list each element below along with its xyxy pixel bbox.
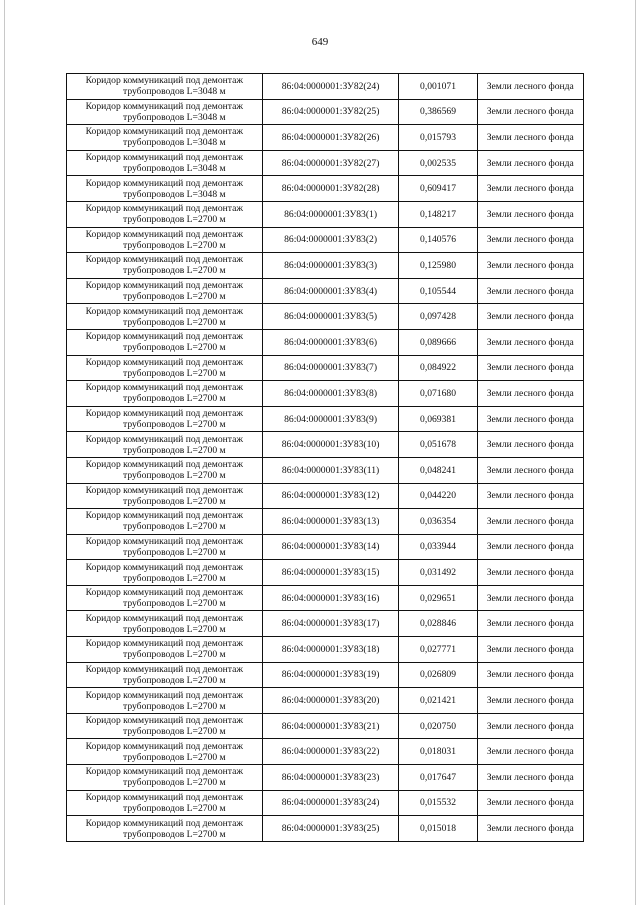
- cadastral-number-cell: 86:04:0000001:ЗУ83(17): [262, 611, 399, 637]
- cadastral-number-cell: 86:04:0000001:ЗУ83(20): [262, 688, 399, 714]
- table-row: [67, 739, 584, 765]
- object-name-line1: Коридор коммуникаций под демонтаж: [85, 766, 243, 778]
- object-name-cell: [67, 99, 263, 125]
- table-row: [67, 585, 584, 611]
- object-name-cell: [67, 483, 263, 509]
- object-name-line2: трубопроводов L=2700 м: [123, 214, 226, 226]
- table-row: [67, 381, 584, 407]
- cadastral-number-cell: 86:04:0000001:ЗУ83(24): [262, 790, 399, 816]
- object-name-cell: [67, 125, 263, 151]
- object-name-line1: Коридор коммуникаций под демонтаж: [85, 817, 243, 829]
- cadastral-number-cell: 86:04:0000001:ЗУ83(21): [262, 713, 399, 739]
- area-cell: 0,015793: [399, 125, 477, 151]
- land-category-cell: Земли лесного фонда: [477, 355, 583, 381]
- land-category-cell: Земли лесного фонда: [477, 176, 583, 202]
- object-name-cell: [67, 534, 263, 560]
- area-cell: 0,017647: [399, 765, 477, 791]
- object-name-line2: трубопроводов L=2700 м: [123, 393, 226, 405]
- cadastral-number-cell: 86:04:0000001:ЗУ83(10): [262, 432, 399, 458]
- cadastral-number-cell: 86:04:0000001:ЗУ83(16): [262, 585, 399, 611]
- land-category-cell: Земли лесного фонда: [477, 150, 583, 176]
- land-category-cell: Земли лесного фонда: [477, 816, 583, 842]
- land-category-cell: Земли лесного фонда: [477, 534, 583, 560]
- cadastral-number-cell: 86:04:0000001:ЗУ83(12): [262, 483, 399, 509]
- object-name-cell: [67, 406, 263, 432]
- object-name-cell: [67, 74, 263, 100]
- object-name-line2: трубопроводов L=2700 м: [123, 342, 226, 354]
- cadastral-number-cell: 86:04:0000001:ЗУ83(8): [262, 381, 399, 407]
- table-row: [67, 713, 584, 739]
- object-name-line2: трубопроводов L=3048 м: [123, 86, 226, 98]
- object-name-line2: трубопроводов L=2700 м: [123, 828, 226, 840]
- table-row: [67, 457, 584, 483]
- object-name-line2: трубопроводов L=3048 м: [123, 111, 226, 123]
- table-row: [67, 483, 584, 509]
- area-cell: 0,140576: [399, 227, 477, 253]
- land-category-cell: Земли лесного фонда: [477, 637, 583, 663]
- object-name-cell: [67, 432, 263, 458]
- area-cell: 0,089666: [399, 329, 477, 355]
- area-cell: 0,027771: [399, 637, 477, 663]
- table-row: [67, 688, 584, 714]
- object-name-cell: [67, 304, 263, 330]
- object-name-cell: [67, 355, 263, 381]
- cadastral-number-cell: 86:04:0000001:ЗУ83(1): [262, 201, 399, 227]
- land-category-cell: Земли лесного фонда: [477, 99, 583, 125]
- object-name-cell: [67, 329, 263, 355]
- object-name-cell: [67, 765, 263, 791]
- object-name-line1: Коридор коммуникаций под демонтаж: [85, 484, 243, 496]
- object-name-cell: [67, 509, 263, 535]
- cadastral-number-cell: 86:04:0000001:ЗУ83(13): [262, 509, 399, 535]
- object-name-cell: [67, 227, 263, 253]
- object-name-line1: Коридор коммуникаций под демонтаж: [85, 126, 243, 138]
- object-name-line1: Коридор коммуникаций под демонтаж: [85, 305, 243, 317]
- object-name-line1: Коридор коммуникаций под демонтаж: [85, 254, 243, 266]
- object-name-cell: [67, 278, 263, 304]
- area-cell: 0,015532: [399, 790, 477, 816]
- table-row: [67, 816, 584, 842]
- land-category-cell: Земли лесного фонда: [477, 125, 583, 151]
- area-cell: 0,015018: [399, 816, 477, 842]
- object-name-cell: [67, 816, 263, 842]
- area-cell: 0,036354: [399, 509, 477, 535]
- land-plots-table: [66, 73, 584, 842]
- object-name-line1: Коридор коммуникаций под демонтаж: [85, 100, 243, 112]
- area-cell: 0,125980: [399, 253, 477, 279]
- table-row: [67, 662, 584, 688]
- land-category-cell: Земли лесного фонда: [477, 329, 583, 355]
- area-cell: 0,609417: [399, 176, 477, 202]
- object-name-line2: трубопроводов L=2700 м: [123, 700, 226, 712]
- area-cell: 0,148217: [399, 201, 477, 227]
- area-cell: 0,105544: [399, 278, 477, 304]
- land-category-cell: Земли лесного фонда: [477, 739, 583, 765]
- object-name-line1: Коридор коммуникаций под демонтаж: [85, 715, 243, 727]
- table-row: [67, 611, 584, 637]
- cadastral-number-cell: 86:04:0000001:ЗУ82(27): [262, 150, 399, 176]
- object-name-line1: Коридор коммуникаций под демонтаж: [85, 382, 243, 394]
- object-name-line1: Коридор коммуникаций под демонтаж: [85, 612, 243, 624]
- table-row: [67, 355, 584, 381]
- land-category-cell: Земли лесного фонда: [477, 509, 583, 535]
- cadastral-number-cell: 86:04:0000001:ЗУ83(2): [262, 227, 399, 253]
- land-category-cell: Земли лесного фонда: [477, 560, 583, 586]
- cadastral-number-cell: 86:04:0000001:ЗУ83(23): [262, 765, 399, 791]
- object-name-cell: [67, 790, 263, 816]
- cadastral-number-cell: 86:04:0000001:ЗУ83(3): [262, 253, 399, 279]
- area-cell: 0,044220: [399, 483, 477, 509]
- cadastral-number-cell: 86:04:0000001:ЗУ82(24): [262, 74, 399, 100]
- area-cell: 0,002535: [399, 150, 477, 176]
- cadastral-number-cell: 86:04:0000001:ЗУ82(26): [262, 125, 399, 151]
- object-name-line1: Коридор коммуникаций под демонтаж: [85, 459, 243, 471]
- area-cell: 0,386569: [399, 99, 477, 125]
- object-name-cell: [67, 739, 263, 765]
- table-row: [67, 534, 584, 560]
- object-name-line1: Коридор коммуникаций под демонтаж: [85, 75, 243, 87]
- object-name-line2: трубопроводов L=3048 м: [123, 188, 226, 200]
- table-row: [67, 637, 584, 663]
- land-category-cell: Земли лесного фонда: [477, 381, 583, 407]
- table-row: [67, 329, 584, 355]
- object-name-line2: трубопроводов L=2700 м: [123, 291, 226, 303]
- object-name-cell: [67, 611, 263, 637]
- area-cell: 0,029651: [399, 585, 477, 611]
- object-name-line2: трубопроводов L=3048 м: [123, 163, 226, 175]
- object-name-line2: трубопроводов L=2700 м: [123, 674, 226, 686]
- land-category-cell: Земли лесного фонда: [477, 304, 583, 330]
- cadastral-number-cell: 86:04:0000001:ЗУ83(7): [262, 355, 399, 381]
- table-row: [67, 790, 584, 816]
- table-row: [67, 278, 584, 304]
- object-name-line1: Коридор коммуникаций под демонтаж: [85, 689, 243, 701]
- object-name-line2: трубопроводов L=2700 м: [123, 316, 226, 328]
- object-name-line2: трубопроводов L=2700 м: [123, 751, 226, 763]
- scan-edge-right: [635, 0, 636, 905]
- table-row: [67, 125, 584, 151]
- object-name-line1: Коридор коммуникаций под демонтаж: [85, 740, 243, 752]
- object-name-cell: [67, 688, 263, 714]
- area-cell: 0,033944: [399, 534, 477, 560]
- land-category-cell: Земли лесного фонда: [477, 278, 583, 304]
- object-name-line1: Коридор коммуникаций под демонтаж: [85, 638, 243, 650]
- object-name-line1: Коридор коммуникаций под демонтаж: [85, 408, 243, 420]
- table-row: [67, 509, 584, 535]
- table-row: [67, 406, 584, 432]
- land-category-cell: Земли лесного фонда: [477, 662, 583, 688]
- cadastral-number-cell: 86:04:0000001:ЗУ83(4): [262, 278, 399, 304]
- area-cell: 0,069381: [399, 406, 477, 432]
- area-cell: 0,097428: [399, 304, 477, 330]
- land-category-cell: Земли лесного фонда: [477, 713, 583, 739]
- cadastral-number-cell: 86:04:0000001:ЗУ83(6): [262, 329, 399, 355]
- object-name-line1: Коридор коммуникаций под демонтаж: [85, 177, 243, 189]
- cadastral-number-cell: 86:04:0000001:ЗУ83(9): [262, 406, 399, 432]
- object-name-cell: [67, 560, 263, 586]
- object-name-line2: трубопроводов L=2700 м: [123, 419, 226, 431]
- object-name-line1: Коридор коммуникаций под демонтаж: [85, 228, 243, 240]
- object-name-line2: трубопроводов L=2700 м: [123, 546, 226, 558]
- cadastral-number-cell: 86:04:0000001:ЗУ83(25): [262, 816, 399, 842]
- land-category-cell: Земли лесного фонда: [477, 74, 583, 100]
- scan-edge-left: [4, 0, 5, 905]
- object-name-line2: трубопроводов L=2700 м: [123, 495, 226, 507]
- land-category-cell: Земли лесного фонда: [477, 585, 583, 611]
- object-name-line1: Коридор коммуникаций под демонтаж: [85, 587, 243, 599]
- area-cell: 0,018031: [399, 739, 477, 765]
- object-name-line2: трубопроводов L=2700 м: [123, 265, 226, 277]
- land-category-cell: Земли лесного фонда: [477, 253, 583, 279]
- area-cell: 0,021421: [399, 688, 477, 714]
- object-name-cell: [67, 585, 263, 611]
- cadastral-number-cell: 86:04:0000001:ЗУ83(18): [262, 637, 399, 663]
- table-row: [67, 201, 584, 227]
- page-number: 649: [311, 36, 329, 48]
- cadastral-number-cell: 86:04:0000001:ЗУ83(22): [262, 739, 399, 765]
- object-name-line2: трубопроводов L=2700 м: [123, 444, 226, 456]
- object-name-line1: Коридор коммуникаций под демонтаж: [85, 356, 243, 368]
- object-name-line2: трубопроводов L=2700 м: [123, 367, 226, 379]
- cadastral-number-cell: 86:04:0000001:ЗУ83(15): [262, 560, 399, 586]
- object-name-line2: трубопроводов L=2700 м: [123, 572, 226, 584]
- land-category-cell: Земли лесного фонда: [477, 406, 583, 432]
- object-name-cell: [67, 381, 263, 407]
- object-name-cell: [67, 201, 263, 227]
- object-name-line1: Коридор коммуникаций под демонтаж: [85, 535, 243, 547]
- object-name-line1: Коридор коммуникаций под демонтаж: [85, 280, 243, 292]
- object-name-line2: трубопроводов L=2700 м: [123, 802, 226, 814]
- area-cell: 0,051678: [399, 432, 477, 458]
- table-row: [67, 99, 584, 125]
- object-name-cell: [67, 713, 263, 739]
- object-name-line1: Коридор коммуникаций под демонтаж: [85, 561, 243, 573]
- area-cell: 0,001071: [399, 74, 477, 100]
- object-name-line2: трубопроводов L=2700 м: [123, 470, 226, 482]
- land-category-cell: Земли лесного фонда: [477, 432, 583, 458]
- object-name-line2: трубопроводов L=2700 м: [123, 623, 226, 635]
- table-row: [67, 150, 584, 176]
- object-name-cell: [67, 637, 263, 663]
- object-name-line1: Коридор коммуникаций под демонтаж: [85, 152, 243, 164]
- area-cell: 0,031492: [399, 560, 477, 586]
- cadastral-number-cell: 86:04:0000001:ЗУ83(19): [262, 662, 399, 688]
- object-name-line1: Коридор коммуникаций под демонтаж: [85, 663, 243, 675]
- table-row: [67, 432, 584, 458]
- area-cell: 0,026809: [399, 662, 477, 688]
- object-name-cell: [67, 253, 263, 279]
- object-name-cell: [67, 150, 263, 176]
- area-cell: 0,048241: [399, 457, 477, 483]
- area-cell: 0,028846: [399, 611, 477, 637]
- table-row: [67, 253, 584, 279]
- land-category-cell: Земли лесного фонда: [477, 688, 583, 714]
- object-name-line1: Коридор коммуникаций под демонтаж: [85, 331, 243, 343]
- object-name-line1: Коридор коммуникаций под демонтаж: [85, 433, 243, 445]
- land-category-cell: Земли лесного фонда: [477, 765, 583, 791]
- land-category-cell: Земли лесного фонда: [477, 483, 583, 509]
- table-row: [67, 227, 584, 253]
- table-row: [67, 74, 584, 100]
- land-category-cell: Земли лесного фонда: [477, 790, 583, 816]
- object-name-line2: трубопроводов L=2700 м: [123, 726, 226, 738]
- object-name-line2: трубопроводов L=2700 м: [123, 649, 226, 661]
- cadastral-number-cell: 86:04:0000001:ЗУ82(28): [262, 176, 399, 202]
- cadastral-number-cell: 86:04:0000001:ЗУ83(5): [262, 304, 399, 330]
- object-name-line1: Коридор коммуникаций под демонтаж: [85, 510, 243, 522]
- object-name-cell: [67, 457, 263, 483]
- object-name-line2: трубопроводов L=2700 м: [123, 521, 226, 533]
- cadastral-number-cell: 86:04:0000001:ЗУ83(14): [262, 534, 399, 560]
- table-row: [67, 765, 584, 791]
- land-category-cell: Земли лесного фонда: [477, 611, 583, 637]
- object-name-line2: трубопроводов L=3048 м: [123, 137, 226, 149]
- area-cell: 0,071680: [399, 381, 477, 407]
- object-name-line2: трубопроводов L=2700 м: [123, 239, 226, 251]
- object-name-line2: трубопроводов L=2700 м: [123, 598, 226, 610]
- land-category-cell: Земли лесного фонда: [477, 201, 583, 227]
- land-category-cell: Земли лесного фонда: [477, 227, 583, 253]
- table-row: [67, 560, 584, 586]
- object-name-line1: Коридор коммуникаций под демонтаж: [85, 203, 243, 215]
- cadastral-number-cell: 86:04:0000001:ЗУ83(11): [262, 457, 399, 483]
- cadastral-number-cell: 86:04:0000001:ЗУ82(25): [262, 99, 399, 125]
- object-name-line1: Коридор коммуникаций под демонтаж: [85, 791, 243, 803]
- table-row: [67, 304, 584, 330]
- land-category-cell: Земли лесного фонда: [477, 457, 583, 483]
- table-row: [67, 176, 584, 202]
- area-cell: 0,084922: [399, 355, 477, 381]
- object-name-line2: трубопроводов L=2700 м: [123, 777, 226, 789]
- table-body: [67, 74, 584, 842]
- object-name-cell: [67, 662, 263, 688]
- area-cell: 0,020750: [399, 713, 477, 739]
- object-name-cell: [67, 176, 263, 202]
